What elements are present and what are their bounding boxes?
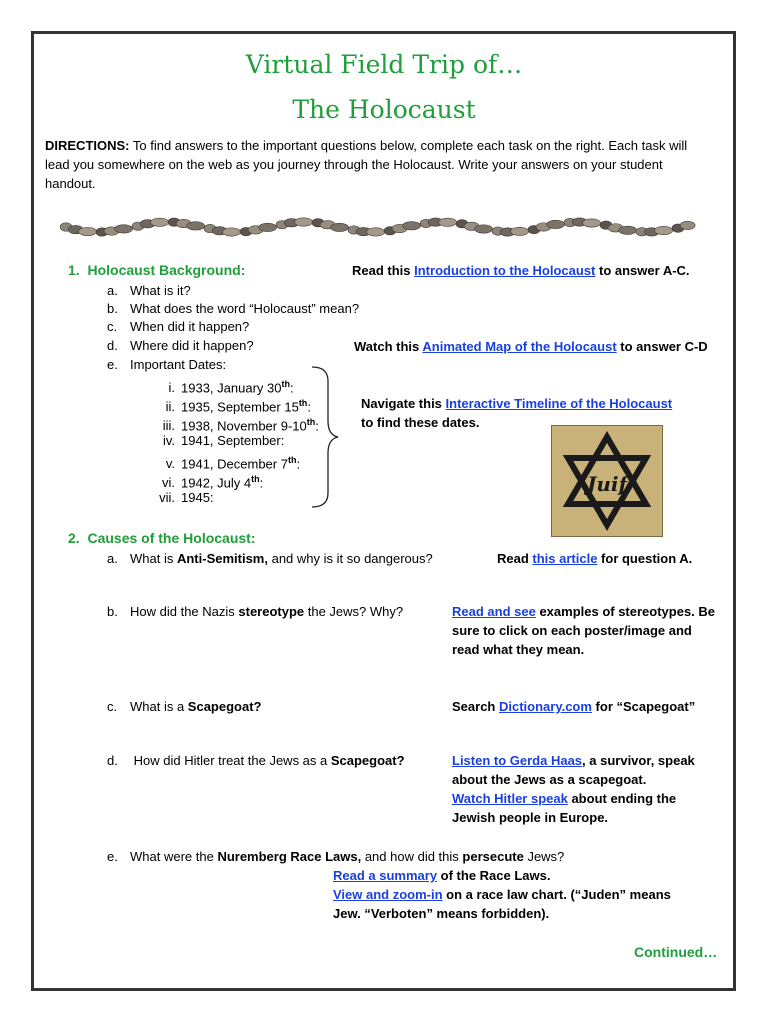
item-1b-letter: b. [107,301,118,316]
task-zoom [333,886,671,904]
item-2c [107,698,261,716]
section1-heading [68,261,245,279]
item-2d-pre: How did Hitler treat the Jews as a [130,753,331,768]
item-1b [107,300,359,318]
task-zoom-line2: Jew. “Verboten” means forbidden). [333,906,550,921]
task-timeline [361,395,672,413]
pebble [79,227,97,235]
yellow-star-badge-image [551,425,663,537]
item-2e-bold1: Nuremberg Race Laws, [217,849,362,864]
task-gerda [452,752,695,770]
date-num: iv. [162,433,175,448]
interactive-timeline-link[interactable]: Interactive Timeline of the Holocaust [445,396,673,411]
section2-number: 2. [68,530,80,546]
task-gerda-post: , a survivor, speak [582,753,695,768]
item-2b-letter: b. [107,604,118,619]
task-dictionary-pre: Search [452,699,499,714]
task-summary-post: of the Race Laws. [437,868,551,883]
item-2e-post: Jews? [523,849,565,864]
section1-title: Holocaust Background: [87,262,246,278]
section2-title: Causes of the Holocaust: [87,530,256,546]
item-1a-letter: a. [107,283,118,298]
date-sup: th [306,417,316,427]
pebble [259,223,277,231]
date-text: 1938, November 9-10 [181,418,307,434]
date-num: ii. [165,399,175,415]
date-end: : [289,380,294,396]
task-map-pre: Watch this [354,339,423,354]
task-hitler [452,790,676,808]
date-text: 1941, December 7 [181,456,288,472]
item-2b-post: the Jews? Why? [304,604,404,619]
pebble [680,221,695,229]
pebble [331,223,349,231]
directions-text: To find answers to the important questions below, complete each task on the right. Each task will lead you somewhere on the web as you journey through the Holocaust. Write your answers on your student handout. [45,138,688,191]
item-2a [107,550,433,568]
task-map [354,338,708,356]
item-1d [107,337,254,355]
directions-label: DIRECTIONS: [45,138,130,153]
item-2d [107,752,405,770]
date-sup: th [281,379,290,389]
pebble [367,228,385,236]
item-1e-letter: e. [107,357,118,372]
item-1b-text: What does the word “Holocaust” mean? [130,301,360,316]
date-text: 1933, January 30 [181,380,282,396]
continued-label: Continued… [634,944,718,960]
date-num: v. [165,456,175,472]
pebble [439,218,457,226]
task-intro-post: to answer A-C. [595,263,690,278]
item-1a [107,282,191,300]
item-1c-text: When did it happen? [130,319,250,334]
task-intro [352,262,690,280]
date-sup: th [287,455,297,465]
task-stereotypes-post: examples of stereotypes. Be [535,604,716,619]
task-hitler-post: about ending the [567,791,677,806]
badge-text: Juif [586,472,628,496]
item-2e-pre: What were the [130,849,218,864]
item-2c-letter: c. [107,699,118,714]
item-1d-text: Where did it happen? [130,338,254,353]
date-num: i. [168,380,175,396]
task-zoom-post: on a race law chart. (“Juden” means [442,887,671,902]
item-2d-bold: Scapegoat? [330,753,405,768]
task-dictionary-post: for “Scapegoat” [591,699,696,714]
item-2b [107,603,403,621]
pebble [583,219,601,227]
task-summary [333,867,550,885]
pebble [619,226,637,234]
item-1e [107,356,226,374]
intro-holocaust-link[interactable]: Introduction to the Holocaust [414,263,596,278]
gerda-haas-link[interactable]: Listen to Gerda Haas [452,753,583,768]
date-row [147,432,284,450]
item-1c-letter: c. [107,319,118,334]
date-end: : [315,418,319,434]
date-num: iii. [162,418,175,434]
item-1c [107,318,249,336]
task-stereotypes-line3: read what they mean. [452,642,585,657]
task-article-pre: Read [497,551,533,566]
item-1a-text: What is it? [130,283,191,298]
pebble [151,218,169,226]
pebble [115,225,133,233]
task-gerda-line2: about the Jews as a scapegoat. [452,772,647,787]
task-article-post: for question A. [597,551,693,566]
date-text: 1941, September: [181,433,285,448]
task-stereotypes [452,603,715,621]
page-subtitle: The Holocaust [292,95,476,124]
date-sup: th [298,398,308,408]
item-2a-bold: Anti-Semitism, [176,551,268,566]
item-2e [107,848,564,866]
this-article-link[interactable]: this article [532,551,598,566]
item-2b-pre: How did the Nazis [130,604,239,619]
date-num: vi. [162,475,175,491]
date-text: 1942, July 4 [181,475,252,491]
pebble [547,220,565,228]
dictionary-link[interactable]: Dictionary.com [498,699,592,714]
read-and-see-link[interactable]: Read and see [452,604,536,619]
animated-map-link[interactable]: Animated Map of the Holocaust [422,339,617,354]
task-intro-pre: Read this [352,263,415,278]
item-2e-letter: e. [107,849,118,864]
item-2e-bold2: persecute [462,849,524,864]
date-row [147,489,214,507]
pebble [511,227,529,235]
task-map-post: to answer C-D [620,339,708,354]
date-end: : [307,399,311,415]
pebble [475,225,493,233]
item-2a-post: and why is it so dangerous? [267,551,433,566]
item-2a-letter: a. [107,551,118,566]
directions [45,136,715,193]
item-2d-letter: d. [107,753,118,768]
item-2c-bold: Scapegoat? [187,699,262,714]
item-2e-mid: and how did this [361,849,463,864]
pebble [295,218,313,226]
hitler-speak-link[interactable]: Watch Hitler speak [452,791,568,806]
item-1e-text: Important Dates: [130,357,227,372]
task-stereotypes-line2: sure to click on each poster/image and [452,623,692,638]
date-end: : [296,456,301,472]
task-dictionary [452,698,695,716]
task-hitler-line2: Jewish people in Europe. [452,810,609,825]
section2-heading [68,529,256,547]
date-sup: th [251,474,260,484]
date-text: 1935, September 15 [181,399,299,415]
item-1d-letter: d. [107,338,118,353]
pebble [655,226,673,234]
item-2a-pre: What is [130,551,177,566]
curly-brace [310,365,354,510]
page-title: Virtual Field Trip of… [245,50,523,79]
date-end: : [259,475,264,491]
read-summary-link[interactable]: Read a summary [333,868,438,883]
item-2b-bold: stereotype [238,604,305,619]
task-timeline-pre: Navigate this [361,396,446,411]
task-article [497,550,692,568]
pebble-divider [60,214,702,240]
pebble [403,222,421,230]
pebble [187,222,205,230]
date-text: 1945: [181,490,214,505]
task-timeline-line2: to find these dates. [361,415,480,430]
view-zoom-link[interactable]: View and zoom-in [333,887,443,902]
date-num: vii. [159,490,175,505]
pebble [223,228,241,236]
item-2c-pre: What is a [130,699,188,714]
section1-number: 1. [68,262,80,278]
